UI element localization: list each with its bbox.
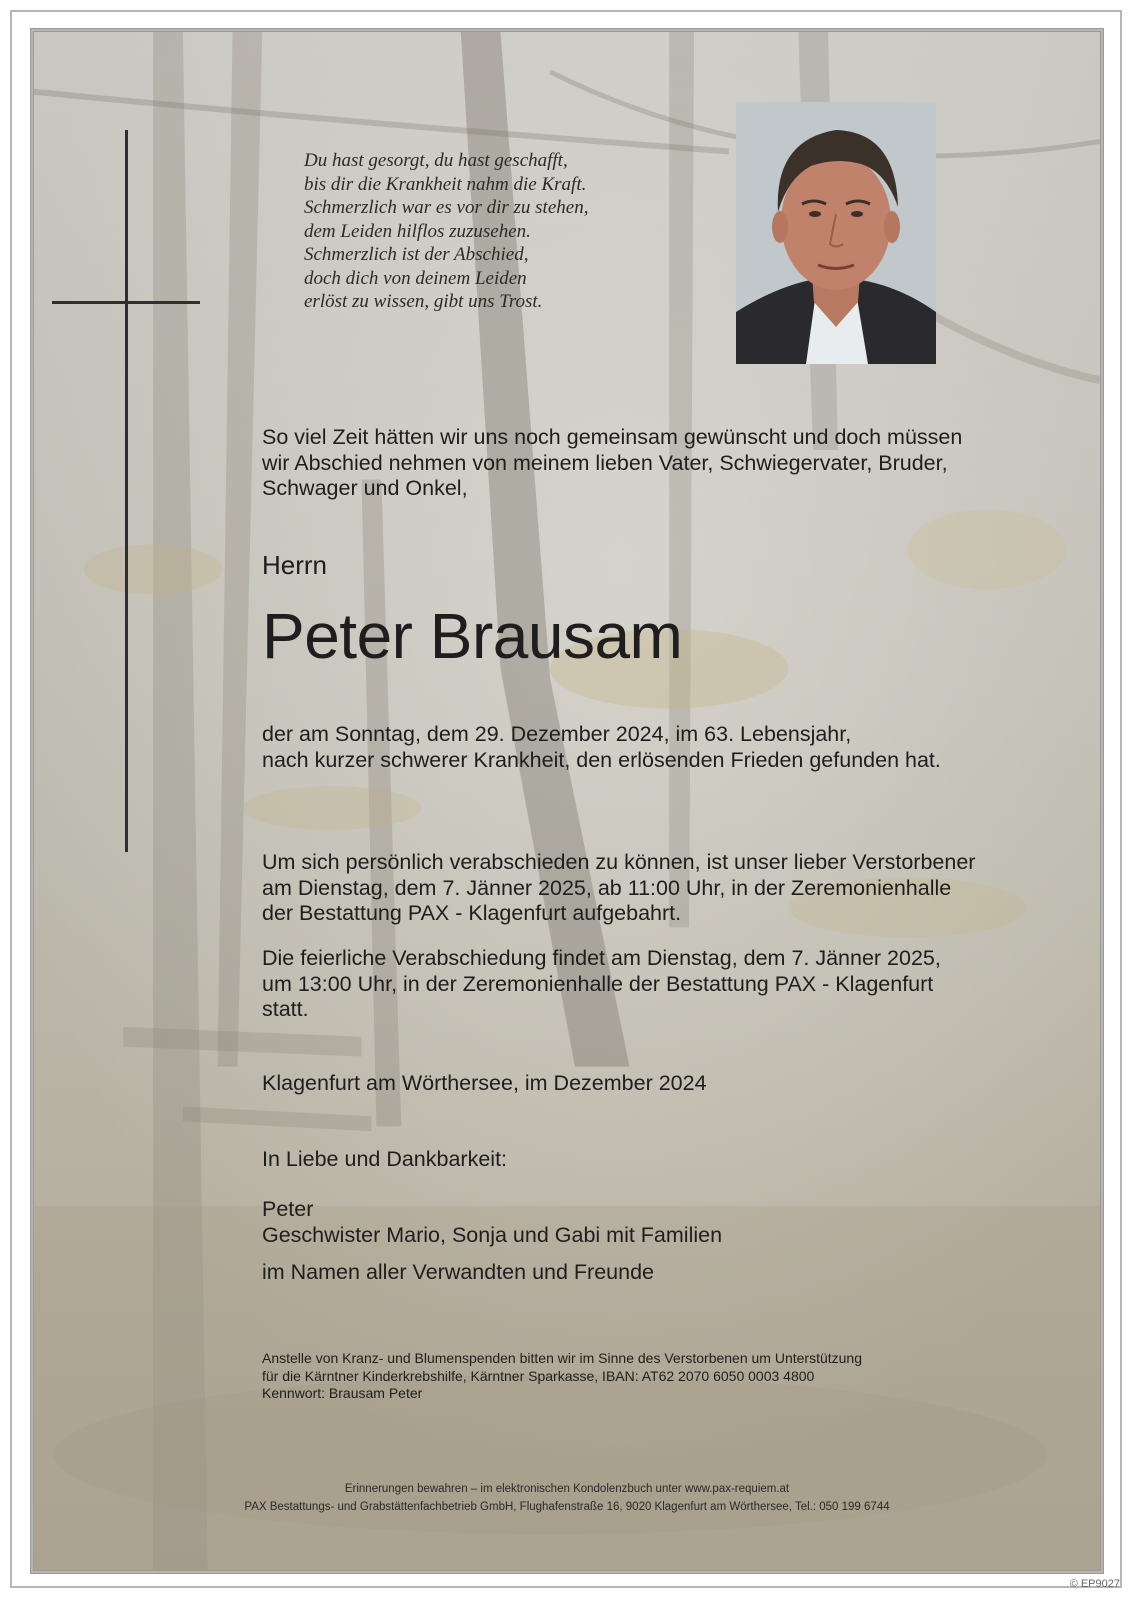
ceremony-line: statt. [262, 997, 309, 1021]
ceremony-paragraph [262, 946, 941, 1023]
footer-condolence: Erinnerungen bewahren – im elektronischen Kondolenzbuch unter www.pax-requiem.at [344, 1483, 790, 1495]
poem-line: erlöst zu wissen, gibt uns Trost. [304, 291, 543, 312]
death-notice [262, 722, 941, 773]
donation-line: Anstelle von Kranz- und Blumenspenden bitten wir im Sinne des Verstorbenen um Unterstützung [262, 1350, 863, 1366]
cross-horizontal-bar [52, 301, 200, 304]
poem-line: bis dir die Krankheit nahm die Kraft. [304, 173, 587, 195]
poem-line: Schmerzlich war es vor dir zu stehen, [304, 197, 589, 218]
poem [304, 149, 684, 314]
relatives-line: im Namen aller Verwandten und Freunde [262, 1260, 654, 1284]
obituary-card [30, 28, 1104, 1574]
intro-line: So viel Zeit hätten wir uns noch gemeinsam gewünscht und doch müssen [262, 425, 963, 449]
deceased-name: Peter Brausam [262, 600, 683, 672]
ceremony-line: um 13:00 Uhr, in der Zeremonienhalle der Bestattung PAX - Klagenfurt [262, 971, 934, 996]
donation-line: für die Kärntner Kinderkrebshilfe, Kärntner Sparkasse, IBAN: AT62 2070 6050 0003 4800 [262, 1367, 815, 1384]
donation-note [262, 1350, 862, 1403]
poem-line: Schmerzlich ist der Abschied, [304, 244, 529, 265]
mourner-line: Peter [262, 1197, 314, 1221]
viewing-line: am Dienstag, dem 7. Jänner 2025, ab 11:00 Uhr, in der Zeremonienhalle [262, 875, 952, 900]
intro-line: wir Abschied nehmen von meinem lieben Vater, Schwiegervater, Bruder, [262, 450, 948, 475]
viewing-line: der Bestattung PAX - Klagenfurt aufgebahrt. [262, 901, 682, 925]
death-notice-line: der am Sonntag, dem 29. Dezember 2024, im 63. Lebensjahr, [262, 722, 852, 746]
donation-line: Kennwort: Brausam Peter [262, 1385, 423, 1401]
place-date: Klagenfurt am Wörthersee, im Dezember 2024 [262, 1071, 707, 1095]
portrait-photo [736, 102, 936, 364]
mourners-list [262, 1197, 722, 1248]
mourner-line: Geschwister Mario, Sonja und Gabi mit Familien [262, 1222, 723, 1247]
intro-paragraph [262, 425, 962, 502]
poem-line: dem Leiden hilflos zuzusehen. [304, 220, 531, 242]
footer-company: PAX Bestattungs- und Grabstättenfachbetrieb GmbH, Flughafenstraße 16, 9020 Klagenfurt am Wörthersee, Tel.: 050 199 6744 [244, 1501, 890, 1513]
document-code: © EP9027 [1069, 1578, 1120, 1590]
viewing-paragraph [262, 850, 975, 927]
poem-line: Du hast gesorgt, du hast geschafft, [304, 150, 568, 171]
ceremony-line: Die feierliche Verabschiedung findet am Dienstag, dem 7. Jänner 2025, [262, 946, 941, 970]
death-notice-line: nach kurzer schwerer Krankheit, den erlösenden Frieden gefunden hat. [262, 747, 941, 772]
cross-vertical-bar [125, 130, 128, 852]
closing-line: In Liebe und Dankbarkeit: [262, 1147, 508, 1171]
salutation: Herrn [262, 550, 328, 580]
poem-line: doch dich von deinem Leiden [304, 267, 527, 289]
viewing-line: Um sich persönlich verabschieden zu können, ist unser lieber Verstorbener [262, 850, 976, 874]
intro-line: Schwager und Onkel, [262, 476, 468, 500]
